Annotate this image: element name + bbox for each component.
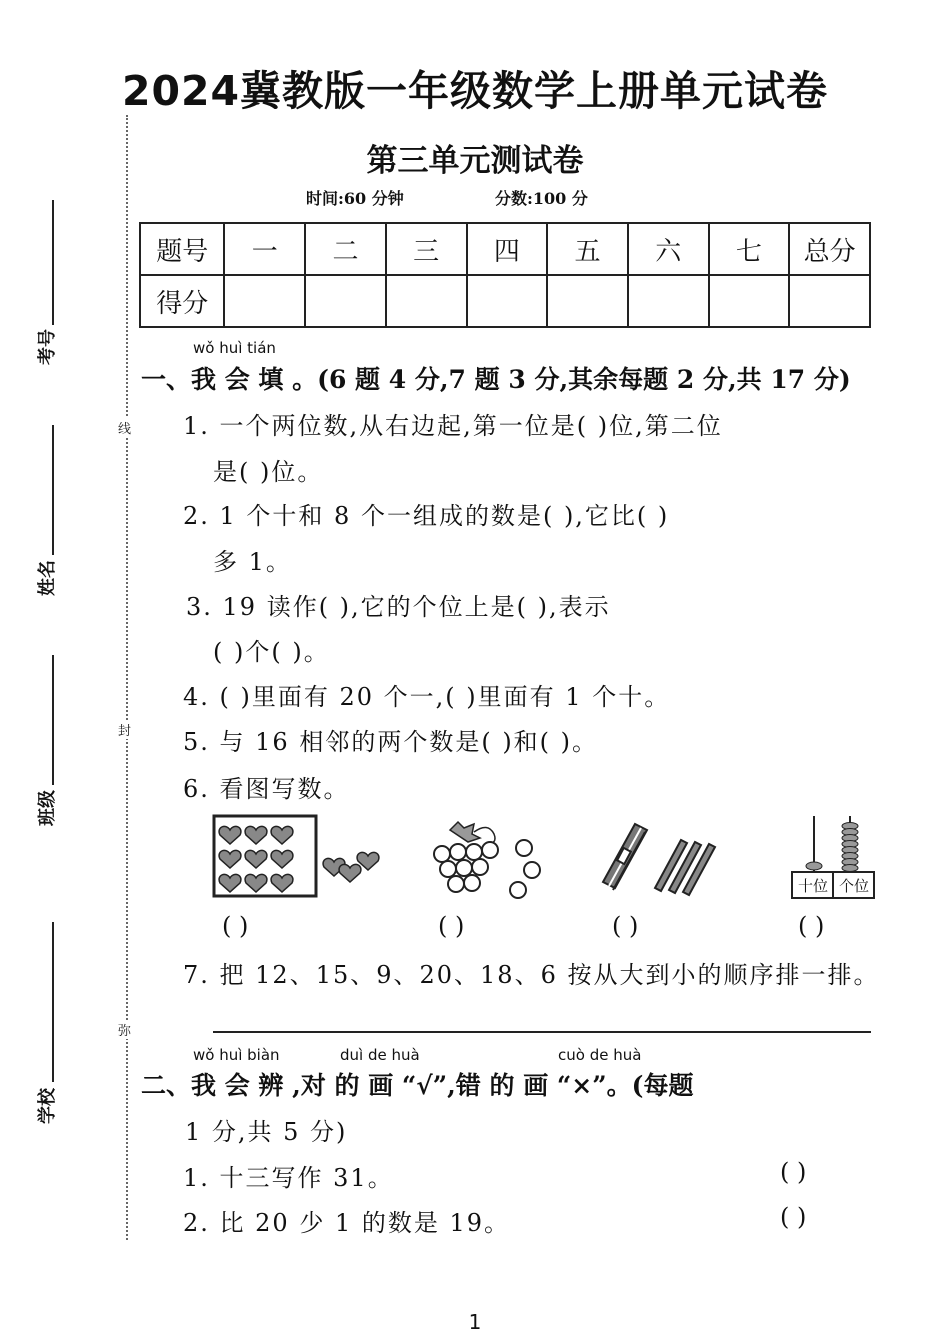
score-cell[interactable]: [789, 275, 870, 327]
score-cell[interactable]: [467, 275, 548, 327]
school-line: [52, 922, 54, 1082]
sticks-bundle-illustration: [595, 812, 725, 902]
table-cell: 五: [547, 223, 628, 275]
binding-dotted-line: [126, 115, 128, 1240]
judge-answer-blank[interactable]: ( ): [780, 1158, 807, 1186]
section2-pinyin-a: wǒ huì biàn: [193, 1046, 280, 1064]
abacus-ones-label: 个位: [838, 877, 869, 895]
table-cell: 一: [224, 223, 305, 275]
score-cell[interactable]: [386, 275, 467, 327]
single-sticks: [655, 840, 715, 895]
table-cell: 七: [709, 223, 790, 275]
cut-mark-seal: 封: [118, 720, 131, 739]
class-line: [52, 655, 54, 785]
section2-title: 二、我 会 辨 ,对 的 画 “√”,错 的 画 “×”。(每题: [141, 1071, 694, 1100]
name-line: [52, 425, 54, 555]
score-cell[interactable]: [709, 275, 790, 327]
page-number: 1: [468, 1310, 482, 1334]
table-cell: 二: [305, 223, 386, 275]
stick-bundle: [603, 824, 647, 890]
judge-question-1: 1. 十三写作 31。: [183, 1164, 394, 1192]
cut-mark-line: 线: [118, 418, 131, 437]
question-7: 7. 把 12、15、9、20、18、6 按从大到小的顺序排一排。: [183, 961, 880, 989]
table-cell: 总分: [789, 223, 870, 275]
judge-question-2: 2. 比 20 少 1 的数是 19。: [183, 1209, 511, 1237]
section2-pinyin-b: duì de huà: [340, 1046, 420, 1064]
question-2-line1: 2. 1 个十和 8 个一组成的数是( ),它比( ): [183, 502, 670, 530]
answer-blank[interactable]: ( ): [222, 912, 249, 940]
section1-pinyin: wǒ huì tián: [193, 339, 276, 357]
section2-title-line2: 1 分,共 5 分): [185, 1118, 348, 1146]
score-cell[interactable]: [305, 275, 386, 327]
section1-title: 一、我 会 填 。(6 题 4 分,7 题 3 分,其余每题 2 分,共 17 分): [141, 365, 851, 394]
time-limit: 时间:60 分钟: [306, 189, 404, 208]
cut-mark-close: 弥: [118, 1020, 131, 1039]
answer-line[interactable]: [213, 1031, 871, 1033]
class-label: 班级: [37, 790, 58, 826]
unit-title: 第三单元测试卷: [366, 143, 584, 179]
question-2-line2: 多 1。: [213, 548, 292, 576]
question-3-line2: ( )个( )。: [213, 638, 330, 666]
table-cell: 得分: [140, 275, 224, 327]
question-1-line2: 是( )位。: [213, 458, 324, 486]
score-table-header-row: [140, 223, 870, 275]
score-cell[interactable]: [547, 275, 628, 327]
question-5: 5. 与 16 相邻的两个数是( )和( )。: [183, 728, 599, 756]
main-title: 2024冀教版一年级数学上册单元试卷: [121, 67, 829, 115]
answer-blank[interactable]: ( ): [438, 912, 465, 940]
hearts-grid-illustration: [210, 812, 385, 900]
question-4: 4. ( )里面有 20 个一,( )里面有 1 个十。: [183, 683, 671, 711]
exam-number-label: 考号: [37, 329, 58, 365]
score-table: [139, 222, 871, 328]
grapes-illustration: [428, 812, 548, 907]
school-label: 学校: [37, 1088, 58, 1124]
answer-blank[interactable]: ( ): [798, 912, 825, 940]
exam-number-line: [52, 200, 54, 325]
question-6: 6. 看图写数。: [183, 775, 350, 803]
table-cell: 六: [628, 223, 709, 275]
question-1-line1: 1. 一个两位数,从右边起,第一位是( )位,第二位: [183, 412, 723, 440]
abacus-beads: [842, 823, 858, 872]
table-cell: 题号: [140, 223, 224, 275]
table-cell: 四: [467, 223, 548, 275]
score-table-score-row: [140, 275, 870, 327]
name-label: 姓名: [37, 560, 58, 596]
section2-pinyin-c: cuò de huà: [558, 1046, 642, 1064]
score-cell[interactable]: [224, 275, 305, 327]
table-cell: 三: [386, 223, 467, 275]
question-3-line1: 3. 19 读作( ),它的个位上是( ),表示: [186, 593, 611, 621]
abacus-tens-label: 十位: [797, 877, 828, 895]
score-cell[interactable]: [628, 275, 709, 327]
total-score: 分数:100 分: [495, 189, 588, 208]
answer-blank[interactable]: ( ): [612, 912, 639, 940]
judge-answer-blank[interactable]: ( ): [780, 1203, 807, 1231]
